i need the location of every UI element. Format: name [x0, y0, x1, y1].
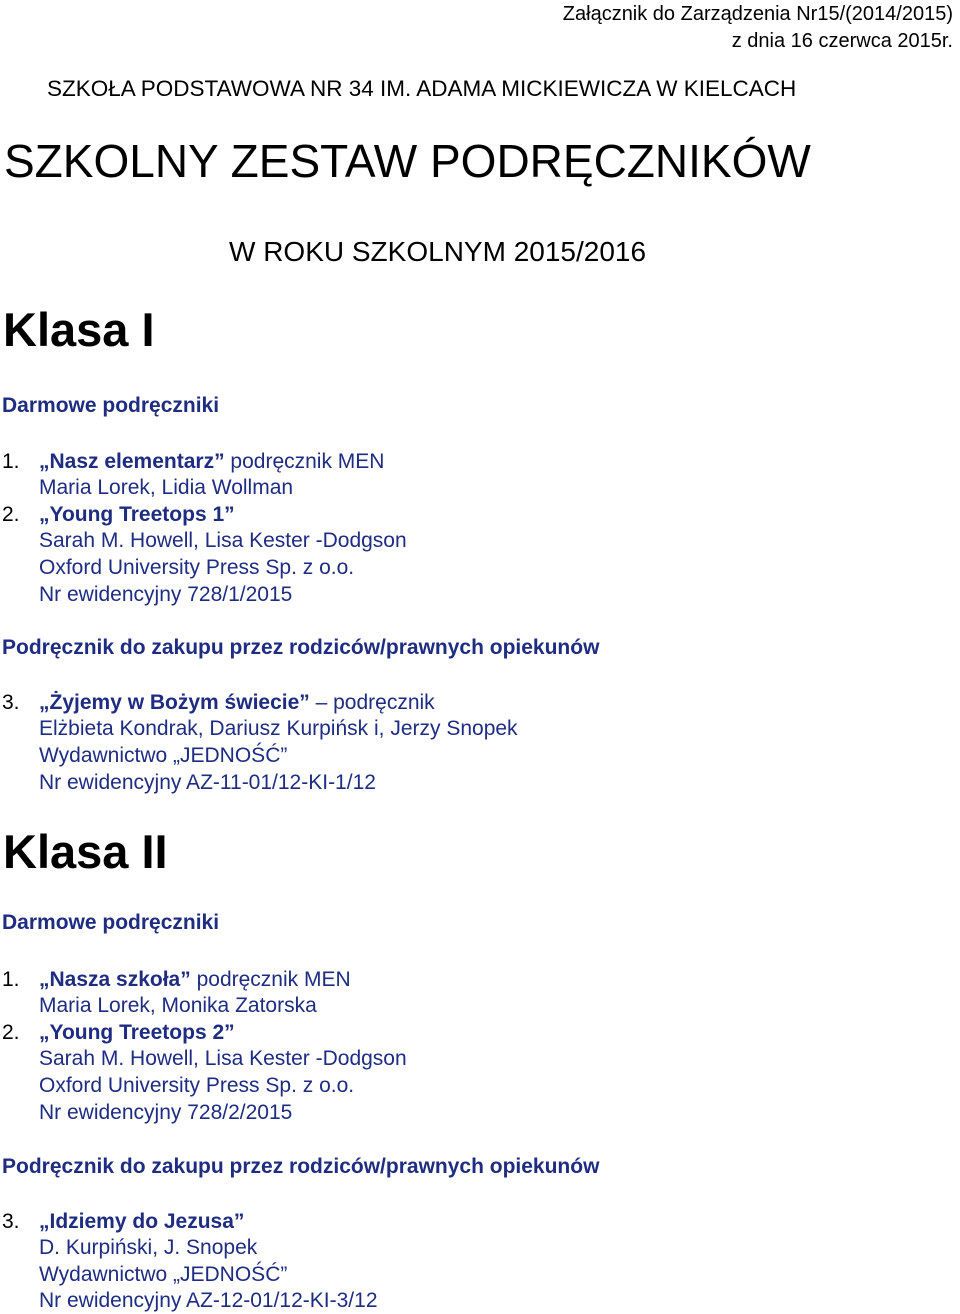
book-detail: Oxford University Press Sp. z o.o.: [39, 1074, 355, 1097]
attachment-line-1: Załącznik do Zarządzenia Nr15/(2014/2015): [562, 3, 953, 25]
book-suffix: podręcznik MEN: [190, 968, 351, 991]
book-detail: D. Kurpiński, J. Snopek: [39, 1236, 258, 1259]
parent-books-label: Podręcznik do zakupu przez rodziców/prawnych opiekunów: [2, 1155, 600, 1178]
class-heading: Klasa II: [3, 825, 168, 878]
book-number: 2.: [2, 1021, 20, 1044]
attachment-line-2: z dnia 16 czerwca 2015r.: [731, 30, 953, 52]
book-title-line: [39, 1211, 244, 1232]
book-detail: Wydawnictwo „JEDNOŚĆ”: [39, 1263, 288, 1286]
book-detail: Nr ewidencyjny 728/1/2015: [39, 583, 293, 606]
free-books-label: Darmowe podręczniki: [2, 911, 220, 934]
book-detail: Nr ewidencyjny AZ-12-01/12-KI-3/12: [39, 1289, 378, 1312]
book-title: „Nasz elementarz”: [39, 450, 225, 473]
book-title-line: [39, 1022, 235, 1043]
book-title: „Idziemy do Jezusa”: [39, 1210, 245, 1233]
book-detail: Nr ewidencyjny AZ-11-01/12-KI-1/12: [39, 771, 376, 794]
book-number: 3.: [2, 1210, 20, 1233]
page-title: SZKOLNY ZESTAW PODRĘCZNIKÓW: [4, 135, 811, 187]
school-year: W ROKU SZKOLNYM 2015/2016: [229, 236, 647, 267]
book-number: 1.: [2, 968, 20, 991]
free-books-label: Darmowe podręczniki: [2, 394, 220, 417]
book-title-line: [39, 692, 435, 713]
book-title: „Young Treetops 1”: [39, 503, 235, 526]
book-number: 2.: [2, 503, 20, 526]
book-title-line: [39, 969, 351, 990]
book-title: „Żyjemy w Bożym świecie”: [39, 691, 310, 714]
book-title: „Nasza szkoła”: [39, 968, 191, 991]
book-detail: Sarah M. Howell, Lisa Kester -Dodgson: [39, 1047, 407, 1070]
parent-books-label: Podręcznik do zakupu przez rodziców/prawnych opiekunów: [2, 636, 600, 659]
book-detail: Elżbieta Kondrak, Dariusz Kurpińsk i, Jerzy Snopek: [39, 717, 518, 740]
book-title-line: [39, 504, 235, 525]
class-heading: Klasa I: [3, 303, 155, 356]
book-detail: Wydawnictwo „JEDNOŚĆ”: [39, 744, 288, 767]
book-detail: Sarah M. Howell, Lisa Kester -Dodgson: [39, 529, 407, 552]
book-number: 3.: [2, 691, 20, 714]
school-name: SZKOŁA PODSTAWOWA NR 34 IM. ADAMA MICKIEWICZA W KIELCACH: [47, 76, 797, 101]
book-detail: Maria Lorek, Lidia Wollman: [39, 476, 294, 499]
book-suffix: podręcznik MEN: [224, 450, 385, 473]
book-title: „Young Treetops 2”: [39, 1021, 235, 1044]
book-title-line: [39, 451, 384, 472]
book-detail: Maria Lorek, Monika Zatorska: [39, 994, 317, 1017]
book-suffix: – podręcznik: [309, 691, 435, 714]
book-detail: Nr ewidencyjny 728/2/2015: [39, 1101, 293, 1124]
book-number: 1.: [2, 450, 20, 473]
book-detail: Oxford University Press Sp. z o.o.: [39, 556, 355, 579]
